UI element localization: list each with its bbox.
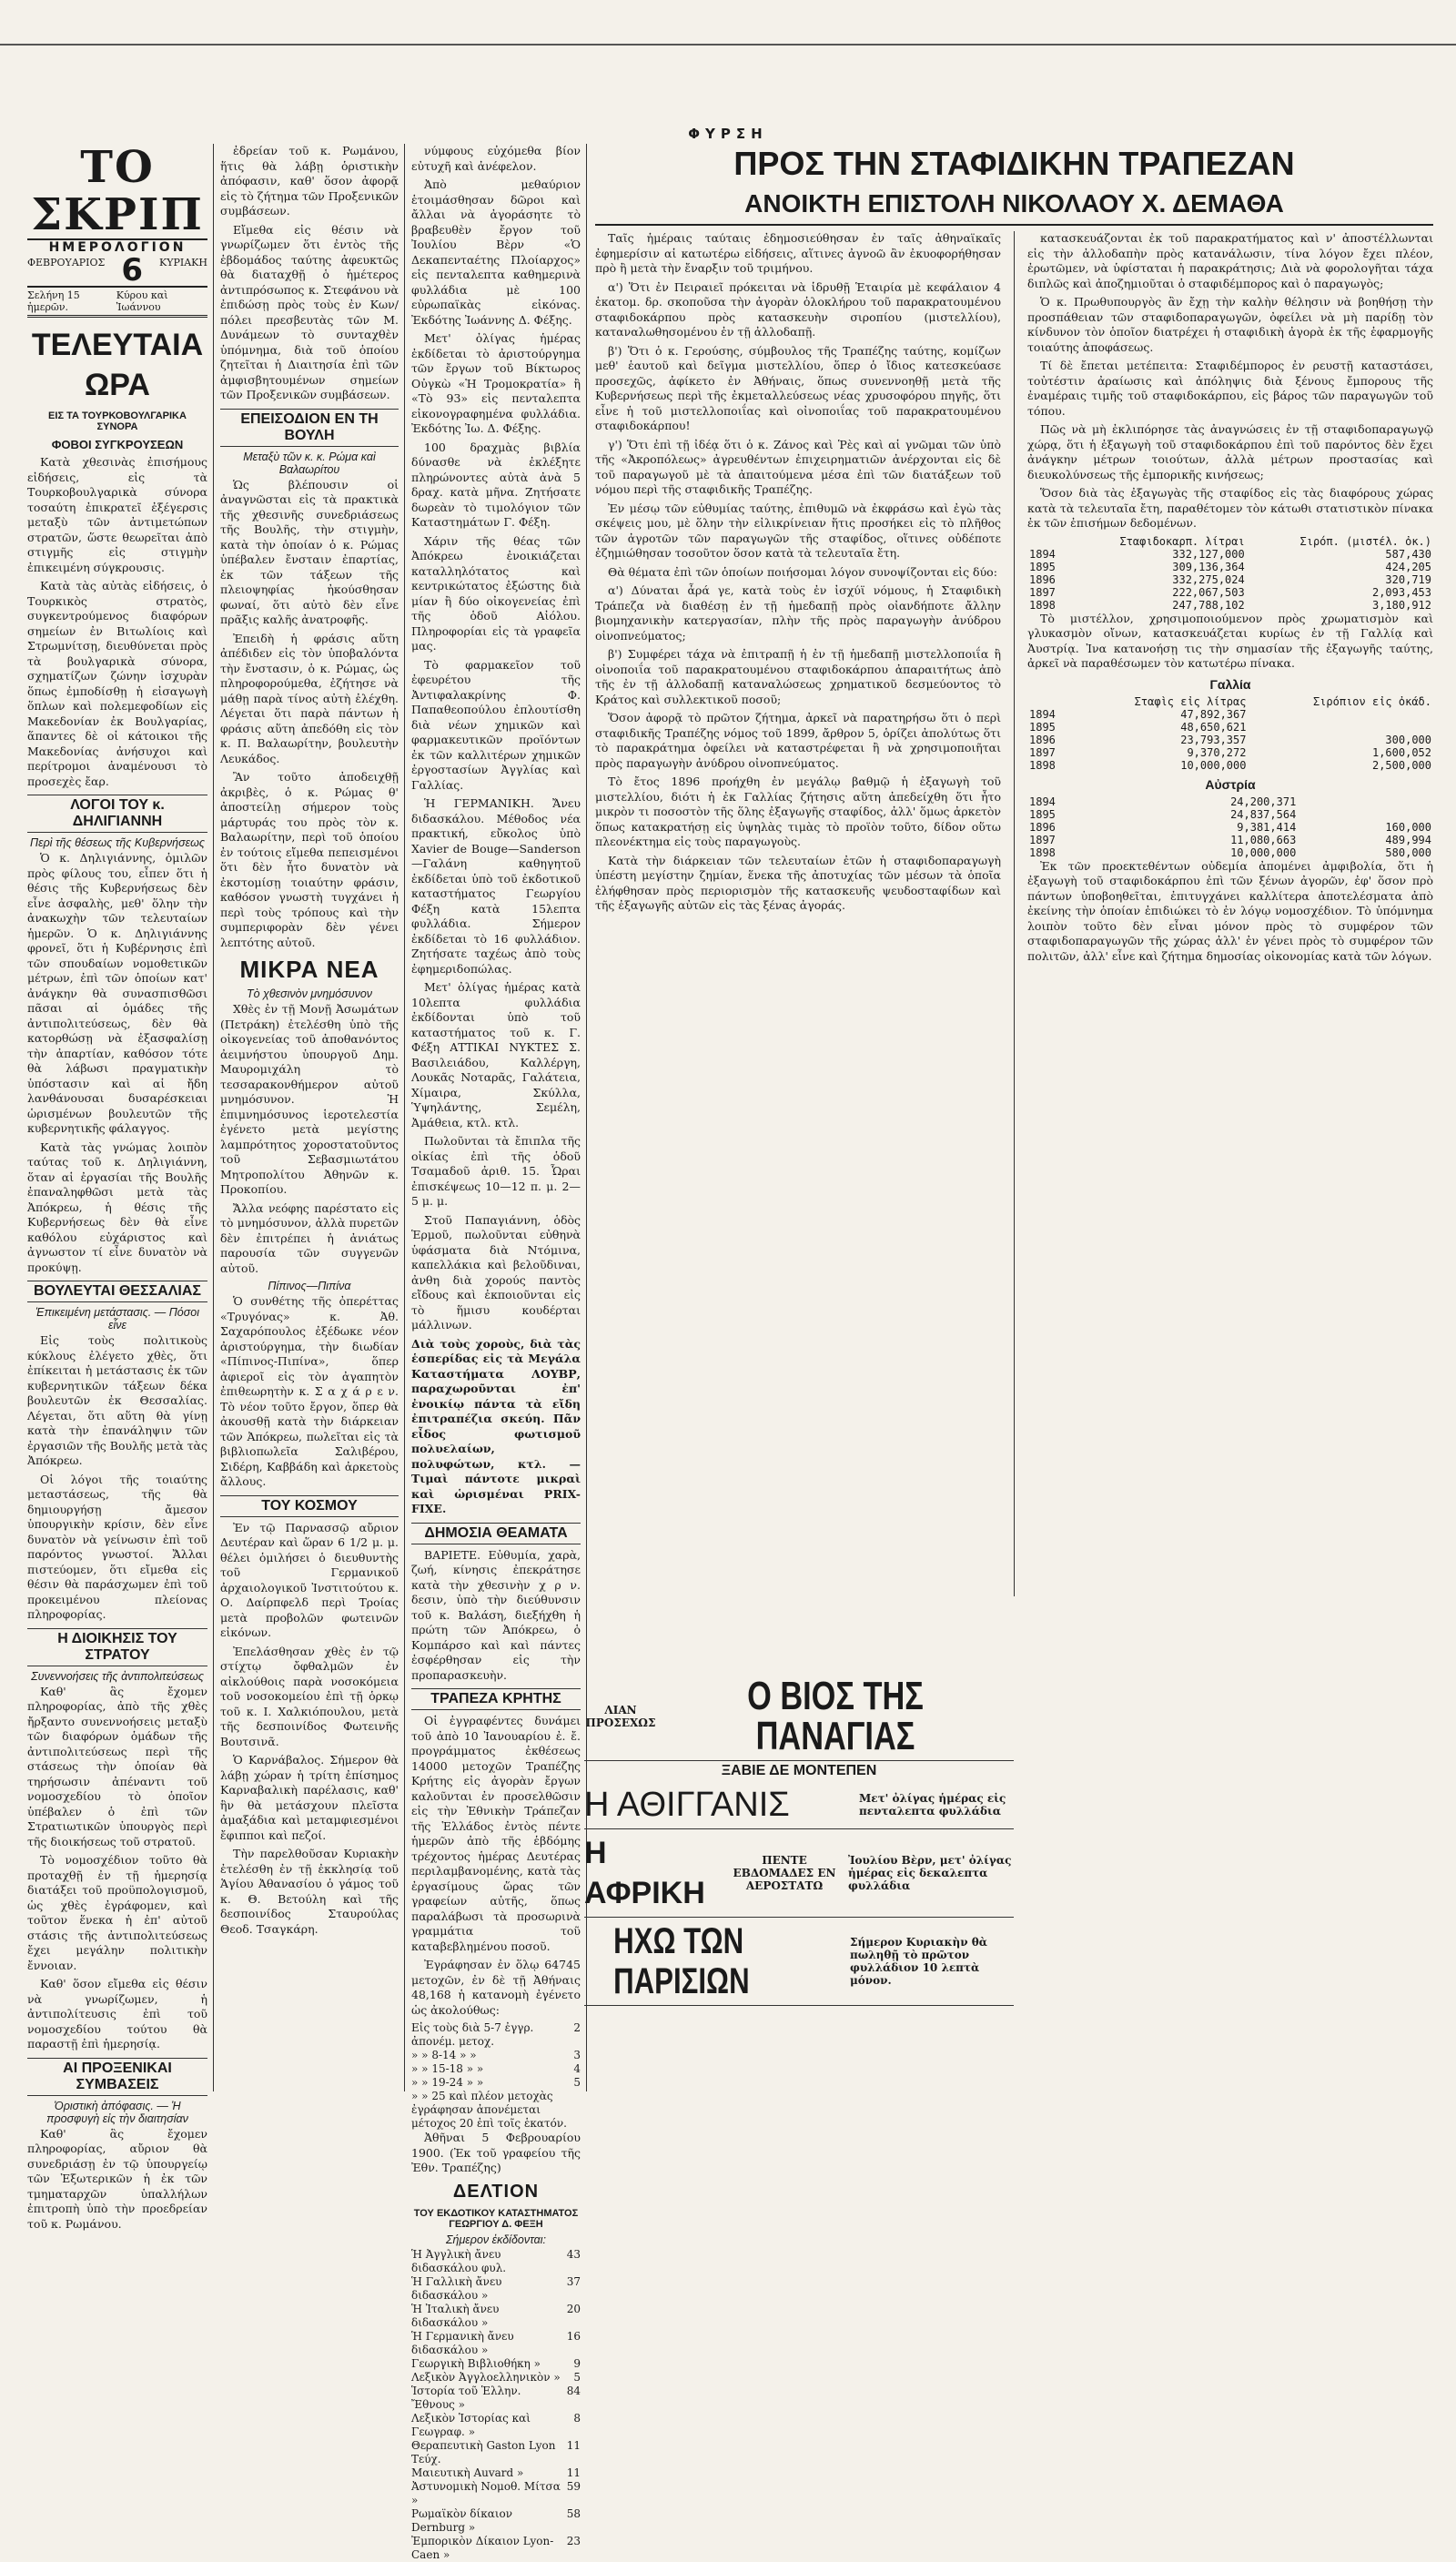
- column-rule: [213, 144, 214, 2091]
- subheadline: Μεταξὺ τῶν κ. κ. Ρώμα καὶ Βαλαωρίτου: [243, 450, 376, 476]
- paragraph: Ἄλλα νεόφης παρέστατο εἰς τὸ μνημόσυνον, ἀλλὰ πυρετῶν δὲν ἐπιτρέπει ἡ ἀνιάτως παρουσία τῶν συγγενῶν αὐτοῦ.: [220, 1200, 399, 1275]
- table-cell: 1894: [1029, 547, 1056, 561]
- ad-ichos-parision: [584, 1918, 1014, 2006]
- table-header: Σιρόπ. (μιστέλ. ὀκ.): [1299, 534, 1431, 548]
- list-item: [411, 2303, 581, 2330]
- table-cell: 332,127,000: [1172, 547, 1245, 561]
- table-cell: 1896: [1029, 572, 1056, 586]
- table-title: Γαλλία: [1209, 676, 1251, 692]
- list-item-value: 23: [566, 2534, 581, 2547]
- paragraph: Τί δὲ ἔπεται μετέπειτα: Σταφιδέμπορος ἐν ρευστῇ καταστάσει, τοὐτέστιν ἀραίωσις καὶ ἀπόληψις διὰ ξένους ἔμπορους τῆς ἐναμέραις τιμῆς τοῦ σταφιδοκάρπου, εἰς βάρος τῶν παραγωγῶν τοῦ τόπου.: [1027, 359, 1433, 418]
- paragraph: Χάριν τῆς θέας τῶν Ἀπόκρεω ἐνοικιάζεται καταλληλότατος καὶ κεντρικώτατος ἐξώστης διὰ μίαν ἢ δύο οἰκογενείας ἐπὶ τῆς ὁδοῦ Αἰόλου. Πληροφορίαι εἰς τὰ γραφεῖα μας.: [411, 533, 581, 653]
- table-cell: 1897: [1029, 833, 1056, 846]
- ad-afriki: [584, 1829, 1014, 1918]
- stats-table-1: [1027, 535, 1433, 612]
- table-title: Αὐστρία: [1205, 776, 1256, 792]
- allocation-list: [411, 2021, 581, 2131]
- list-item-label: Γεωργικὴ Βιβλιοθήκη »: [411, 2356, 541, 2370]
- paragraph: α') Ὅτι ἐν Πειραιεῖ πρόκειται νὰ ἱδρυθῇ Ἑταιρία μὲ κεφάλαιον 4 ἑκατομ. δρ. σκοποῦσα τὴν ἀγορὰν ὁλοκλήρου τοῦ παρακρατουμένου σταφιδοκάρπου πρὸς κατασκευὴν σιροπίου (μιστελλίου), καταναλωθησομένου ἐν τῇ ἀλλοδαπῇ.: [595, 279, 1001, 339]
- paragraph: ἐδρείαν τοῦ κ. Ρωμάνου, ἥτις θὰ λάβῃ ὁριστικὴν ἀπόφασιν, καθ' ὅσον ἀφορᾷ εἰς τὸ ζήτημα τῶν Προξενικῶν συμβάσεων.: [220, 144, 399, 218]
- table-cell: 1,600,052: [1371, 745, 1431, 759]
- list-item-value: 37: [566, 2274, 581, 2288]
- table-cell: 2,500,000: [1371, 758, 1431, 772]
- paragraph: Ὅσον διὰ τὰς ἐξαγωγὰς τῆς σταφίδος εἰς τὰς διαφόρους χώρας κατὰ τὰ τελευταῖα ἔτη, παραθέτομεν τὸν κάτωθι στατιστικὸν πίνακα ἐκ τῶν ἐπισήμων δεδομένων.: [1027, 486, 1433, 530]
- paragraph: Εἰς τοὺς πολιτικοὺς κύκλους ἐλέγετο χθὲς, ὅτι ἐπίκειται ἡ μετάστασις ἐκ τῶν κυβερνητικῶν τάξεων δέκα βουλευτῶν ἐκ Θεσσαλίας. Λέγεται, ὅτι αὕτη θὰ γίνῃ κατὰ τὴν ἐπανάληψιν τῶν ἐργασιῶν τῆς Βουλῆς μετὰ τὰς Ἀπόκρεω.: [27, 1333, 207, 1467]
- paragraph: 100 δραχμὰς βιβλία δύνασθε νὰ ἐκλέξητε πληρώνοντες αὐτὰ ἀνὰ 5 δραχ. κατὰ μῆνα. Ζητήσατε δωρεὰν τὸ τιμολόγιον τῶν Καταστημάτων Γ. Φέξη.: [411, 440, 581, 529]
- list-item: [411, 2371, 581, 2385]
- list-item-label: Ἡ Ἰταλικὴ ἄνευ διδασκάλου »: [411, 2302, 500, 2329]
- list-item-label: Ἡ Γαλλικὴ ἄνευ διδασκάλου »: [411, 2274, 502, 2302]
- table-cell: 9,370,272: [1187, 745, 1247, 759]
- paragraph: ΒΑΡΙΕΤΕ. Εὐθυμία, χαρὰ, ζωή, κίνησις ἐπεκράτησε κατὰ τὴν χθεσινὴν χ ρ ν. δεσιν, ὑπὸ τὴν διεύθυνσιν τοῦ κ. Βαλάση, διεξήχθη ἡ πρώτη τῶν Ἀπόκρεω, ὁ Κομπάρσο καὶ καὶ πάντες ἐσφέρθησαν εἰς τὴν προπαρασκευὴν.: [411, 1547, 581, 1682]
- paragraph: Ἐπελάσθησαν χθὲς ἐν τῷ στίχτῳ ὄφθαλμῶν ἐν αἰκλούθοις παρὰ νοσοκόμεια τοῦ νοσοκομείου ἐπὶ τῇ ὁρκῳ τοῦ κ. Ι. Χαλκιόπουλου, μετὰ τῆς δεσποινίδος Φωτεινῆς Βουτσινᾶ.: [220, 1644, 399, 1748]
- table-row: [1027, 734, 1433, 746]
- table-cell: 300,000: [1385, 733, 1431, 746]
- list-item-label: Ἀστυνομικὴ Νομοθ. Μίτσα »: [411, 2479, 561, 2506]
- paragraph: α') Δύναται ἆρά γε, κατὰ τοὺς ἐν ἰσχύϊ νόμους, ἡ Σταφιδικὴ Τράπεζα νὰ διαθέσῃ ἐν τῇ ἡμεδαπῇ πρὸς οἰανδήποτε ἄλλην βιομηχανικὴν κατεργασίαν, πλὴν τῆς πρὸς παραγωγὴν ἀνύδρου οἰνοπνεύματος;: [595, 583, 1001, 643]
- table-row: [1027, 573, 1433, 586]
- paragraph: Εἴμεθα εἰς θέσιν νὰ γνωρίζωμεν ὅτι ἐντὸς τῆς ἑβδομάδος ταύτης ἀφευκτῶς θὰ διαταχθῇ ὁ ἡμέτερος ἀντιπρόσωπος κ. Στεφάνου νὰ ἐπιδώσῃ πρὸς τοὺς ἐν Κων/πόλει πρεσβευτὰς τῶν Μ. Δυνάμεων τὸ συνταχθὲν ὑπόμνημα, διὰ τοῦ ὁποίου ζητεῖται ἡ Διαιτησία ἐπὶ τῶν ἀμφισβητουμένων σημείων τῶν Προξενικῶν συμβάσεων.: [220, 222, 399, 401]
- table-cell: 1898: [1029, 598, 1056, 612]
- list-item-label: » » 19-24 » »: [411, 2076, 484, 2089]
- paragraph: Πῶς νὰ μὴ ἐκλιπόρησε τὰς ἀναγνώσεις ἐν τῇ σταφιδοπαραγωγῷ χώρᾳ, ὅτι ἡ ἐξαγωγὴ τοῦ σταφιδοκάρπου ἐπὶ τοῦ παρόντος δὲν ἔχει ἀνάγκην μέτρων τοιούτων, ἀλλὰ μέτρων προστασίας καὶ διευκολύνσεως τῆς ἐμπορικῆς κινήσεως;: [1027, 422, 1433, 481]
- column-3: [411, 144, 581, 2561]
- paragraph: Τὸ φαρμακεῖον τοῦ ἐφευρέτου τῆς Ἀντιφαλακρίνης Φ. Παπαθεοπούλου ἐπλουτίσθη διὰ νέων χημικῶν καὶ φαρμακευτικῶν προϊόντων ἐκ τῶν καλλιτέρων χημικῶν ἐργοστασίων Ἀγγλίας καὶ Γαλλίας.: [411, 657, 581, 792]
- headline: ΕΠΕΙΣΟΔΙΟΝ ΕΝ ΤΗ ΒΟΥΛΗ: [220, 409, 399, 447]
- paragraph: Ἐκ τῶν προεκτεθέντων οὐδεμία ἀπομένει ἀμφιβολία, ὅτι ἡ ἐξαγωγὴ τοῦ σταφιδοκάρπου ἐπὶ τῶν ξένων ἀγορῶν, ἐφ' ὅσον πρὸ πάντων ὑποβοηθεῖται, ἐπιτυγχάνει καλλίτερα ἀποτελέσματα ἀπὸ ἐκείνης τὴν ὁποίαν ἐπιδιώκει τὸ ἐν λόγῳ νομοσχέδιον. Τὸ ὑπόμνημα λοιπὸν τοῦτο δὲν εἶναι μόνον πρὸς τὸ συμφέρον τῶν σταφιδοπαραγωγῶν τῆς χώρας ἀλλ' ἐν γένει πρὸς τὸ συμφέρον τῶν πολιτῶν, ἀλλ' εἶνε καὶ ζήτημα δημοσίας οἰκονομίας κατὰ τῶν λόγων.: [1027, 858, 1433, 963]
- ad-title: Η ΑΘΙΓΓΑΝΙΣ: [584, 1786, 790, 1824]
- headline: ΤΡΑΠΕΖΑ ΚΡΗΤΗΣ: [411, 1688, 581, 1710]
- headline: ΛΟΓΟΙ ΤΟΥ κ. ΔΗΛΙΓΙΑΝΝΗ: [27, 795, 207, 833]
- table-row: [1027, 808, 1433, 821]
- paragraph: Ὁ κ. Πρωθυπουργὸς ἂν ἔχῃ τὴν καλὴν θέλησιν νὰ βοηθήσῃ τὴν προσπάθειαν τῶν σταφιδοπαραγωγῶν, ὀφείλει νὰ μὴ παρίδῃ τὸν κίνδυνον τὸν ὁποῖον διατρέχει ἡ σταφιδικὴ ἀγορὰ ἐκ τῆς ἐφαρμογῆς τοιαύτης ἀποφάσεως.: [1027, 295, 1433, 354]
- ad-note: Μετ' ὀλίγας ἡμέρας εἰς πενταλεπτα φυλλάδια: [859, 1792, 1006, 1818]
- column-1: [27, 142, 207, 2231]
- table-cell: 1896: [1029, 820, 1056, 834]
- column-2: [220, 144, 399, 2091]
- ad-title: ΗΧΩ ΤΩΝ ΠΑΡΙΣΙΩΝ: [613, 1921, 750, 2001]
- table-cell: 424,205: [1385, 560, 1431, 573]
- list-item-label: Ἐμπορικὸν Δίκαιον Lyon-Caen »: [411, 2534, 554, 2561]
- list-item: [411, 2507, 581, 2535]
- paragraph: Ὁ κ. Δηλιγιάννης, ὁμιλῶν πρὸς φίλους του, εἶπεν ὅτι ἡ θέσις τῆς Κυβερνήσεως δὲν εἶνε ἀσφαλὴς, μεθ' ὅλην τὴν ἀνακωχὴν τῶν τελευταίων ἡμερῶν. Ὁ κ. Δηλιγιάννης φρονεῖ, ὅτι ἡ Κυβέρνησις ἐπὶ τῶν σπουδαίων νομοθετικῶν μέτρων, ἐπὶ τῶν ὁποίων κατ' ἀνάγκην θὰ συνασπισθῶσι πᾶσαι αἱ ὁμάδες τῆς ἀντιπολιτεύσεως, δὲν θὰ κατορθώσῃ νὰ ἐξασφαλίσῃ τὴν ἀπαρτίαν, καθόσον τότε θὰ λάβωσι πραγματικὴν ὑπόστασιν καὶ αἱ ἤδη λανθάνουσαι δυσαρέσκειαι ὡρισμένων βουλευτῶν τῆς κυβερνητικῆς φάλαγγος.: [27, 851, 207, 1135]
- table-cell: 320,719: [1385, 572, 1431, 586]
- paragraph: Ὁ συνθέτης τῆς ὀπερέττας «Τρυγόνας» κ. Ἀθ. Σαχαρόπουλος ἐξέδωκε νέον ἀριστούργημα, τὴν διωδίαν «Πίπινος-Πιπίνα», ὅπερ ἀφιεροῖ εἰς τὸν ἀγαπητὸν ἐπιθεωρητὴν κ. Σ α χ ά ρ ε ν. Τὸ νέον τοῦτο ἔργον, ὅπερ θὰ ἀκουσθῇ κατὰ τὴν διάρκειαν τῶν Ἀπόκρεω, πωλεῖται εἰς τὰ βιβλιοπωλεῖα Σαλιβέρου, Σιδέρη, Καββάδη καὶ ἀρκετοὺς ἄλλους.: [220, 1294, 399, 1488]
- list-item: [411, 2439, 581, 2466]
- table-cell: 1896: [1029, 733, 1056, 746]
- paragraph: Ἐν μέσῳ τῶν εὐθυμίας ταύτης, ἐπιθυμῶ νὰ ἐκφράσω καὶ ἐγὼ τὰς σκέψεις μου, μὲ ὅλην τὴν εἰλικρίνειαν ἥτις προσήκει εἰς τὸ πλῆθος τῶν ἀγροτῶν τῶν παραγωγῶν τῆς σταφίδος, οἵτινες οὐδέποτε ἐζημιώθησαν τοσοῦτον ὅσον κατὰ τὰ τελευταῖα ἔτη.: [595, 501, 1001, 560]
- list-item-value: 3: [573, 2049, 581, 2061]
- headline: ΤΟΥ ΚΟΣΜΟΥ: [220, 1495, 399, 1517]
- table-row: [1027, 561, 1433, 573]
- list-item-value: 4: [573, 2062, 581, 2075]
- scan-edge: [0, 44, 1456, 46]
- subheadline: Πίπινος—Πιπίνα: [268, 1280, 351, 1292]
- list-item: [411, 2357, 581, 2371]
- ad-subtitle: ΠΕΝΤΕ ΕΒΔΟΜΑΔΕΣ ΕΝ ΑΕΡΟΣΤΑΤΩ: [733, 1854, 836, 1892]
- list-item-label: Λεξικὸν Ἱστορίας καὶ Γεωγραφ. »: [411, 2411, 531, 2438]
- banner-headline: ΤΕΛΕΥΤΑΙΑ ΩΡΑ: [31, 328, 204, 402]
- list-item-label: Ἡ Γερμανικὴ ἄνευ διδασκάλου »: [411, 2329, 514, 2356]
- list-item-value: 2: [573, 2021, 581, 2034]
- paragraph: Πωλοῦνται τὰ ἔπιπλα τῆς οἰκίας ἐπὶ τῆς ὁδοῦ Τσαμαδοῦ ἀριθ. 15. Ὧραι ἐπισκέψεως 10—12 π. μ. 2—5 μ. μ.: [411, 1134, 581, 1208]
- table-cell: 9,381,414: [1237, 820, 1297, 834]
- paragraph: νύμφους εὐχόμεθα βίον εὐτυχῆ καὶ ἀνέφελον.: [411, 144, 581, 173]
- paragraph: κατασκευάζονται ἐκ τοῦ παρακρατήματος καὶ ν' ἀποστέλλωνται εἰς τὴν ἀλλοδαπὴν πρὸς κατανάλωσιν, τίνα λόγον ἔχει πλέον, ἐρωτῶμεν, νὰ ὑφίσταται ἡ παρακράτησις; Διὰ νὰ φορολογῆται τάχα διπλῶς καὶ ἀποζημιοῦται ὁ σταφιδέμπορος καὶ ὁ παραγωγὸς;: [1027, 231, 1433, 290]
- paragraph: Μετ' ὀλίγας ἡμέρας κατὰ 10λεπτα φυλλάδια ἐκδίδονται ὑπὸ τοῦ καταστήματος τοῦ κ. Γ. Φέξη ΑΤΤΙΚΑΙ ΝΥΚΤΕΣ Σ. Βασιλειάδου, Καλλέργη, Λουκᾶς Νοταρᾶς, Γαλάτεια, Χίμαιρα, Σκύλλα, Ὑψηλάντης, Σεμέλη, Ἀμάθεια, κτλ. κτλ.: [411, 980, 581, 1129]
- ad-title: Ο ΒΙΟΣ ΤΗΣ ΠΑΝΑΓΙΑΣ: [747, 1674, 924, 1758]
- paragraph: γ') Ὅτι ἐπὶ τῇ ἰδέᾳ ὅτι ὁ κ. Ζάνος καὶ Ῥὲς καὶ αἱ γνῶμαι τῶν ὑπὸ τῆς «Ἀκροπόλεως» ἀγρευθέντων ἐπιχειρηματιῶν ἀνέρχονται εἰς δὲ τοῦ παραγωγοῦ μὲ τὰ ἀπαιτούμενα μέσα ἐπὶ τῶν διατάξεων τοῦ νόμου περὶ τῆς σταφιδικῆς Τραπέζης.: [595, 437, 1001, 496]
- table-cell: 1895: [1029, 560, 1056, 573]
- paragraph: Καθ' ὅσον εἴμεθα εἰς θέσιν νὰ γνωρίζωμεν, ἡ ἀντιπολίτευσις ἐπὶ τοῦ νομοσχεδίου τούτου θὰ παραστῇ ἐπὶ ἡμερησίᾳ.: [27, 1977, 207, 2051]
- table-cell: 2,093,453: [1371, 585, 1431, 599]
- table-cell: 11,080,663: [1230, 833, 1297, 846]
- paragraph: Κατὰ τὰς αὐτὰς εἰδήσεις, ὁ Τουρκικὸς στρατὸς, συγκεντρούμενος διαφόρων σημείων ἐν Βιτωλίοις καὶ Στρωμνίτσῃ, διευθύνεται πρὸς τὰ βουλγαρικὰ σύνορα, σχηματίζων ζώνην ἰσχυρὰν ὅπως ἐμποδίσθῃ ἡ εἰσαγωγὴ ὅπλων καὶ πολεμεφοδίων εἰς Μακεδονίαν ἐκ Βουλγαρίας, ἅπαντες δὲ οἱ κάτοικοι τῆς Μακεδονίας ἀνήσυχοι καὶ περίτρομοι ἀναμένουσι τὸ προσεχὲς ἔαρ.: [27, 579, 207, 788]
- headline: ΔΕΛΤΙΟΝ: [452, 2181, 540, 2202]
- weekday: ΚΥΡΙΑΚΗ: [159, 257, 207, 268]
- article-title: ΠΡΟΣ ΤΗΝ ΣΤΑΦΙΔΙΚΗΝ ΤΡΑΠΕΖΑΝ: [733, 145, 1295, 182]
- paragraph: Ἐγράφησαν ἐν ὅλῳ 64745 μετοχῶν, ἐν δὲ τῇ Ἀθήναις 48,168 ἡ κατανομὴ ἐγένετο ὡς ἀκολούθως:: [411, 1958, 581, 2017]
- list-item-label: Ρωμαϊκὸν δίκαιον Dernburg »: [411, 2506, 513, 2534]
- table-cell: 1897: [1029, 745, 1056, 759]
- louvre-ad: Διὰ τοὺς χοροὺς, διὰ τὰς ἑσπερίδας εἰς τὰ Μεγάλα Καταστήματα ΛΟΥΒΡ, παραχωροῦνται ἐπ' ἐνοικίῳ πάντα τὰ εἴδη ἐπιτραπέζια σκεύη. Πᾶν εἶδος φωτισμοῦ πολυελαίων, πολυφώτων, κτλ. — Τιμαὶ πάντοτε μικραὶ καὶ ὡρισμέναι PRIX-FIXE.: [411, 1336, 581, 1515]
- ad-note: Σήμερον Κυριακὴν θὰ πωληθῇ τὸ πρῶτον φυλλάδιον 10 λεπτὰ μόνον.: [850, 1936, 988, 1987]
- table-cell: 10,000,000: [1230, 846, 1297, 859]
- table-cell: 309,136,364: [1172, 560, 1245, 573]
- table-cell: [1298, 808, 1433, 821]
- table-cell: 10,000,000: [1180, 758, 1247, 772]
- masthead-subtitle: ΗΜΕΡΟΛΟΓΙΟΝ: [48, 240, 187, 255]
- headline: ΒΟΥΛΕΥΤΑΙ ΘΕΣΣΑΛΙΑΣ: [27, 1281, 207, 1302]
- list-item-label: Ἡ Ἀγγλικὴ ἄνευ διδασκάλου φυλ.: [411, 2247, 507, 2274]
- table-cell: 332,275,024: [1172, 572, 1245, 586]
- list-item: [411, 2385, 581, 2412]
- paragraph: Καθ' ἃς ἔχομεν πληροφορίας, αὔριον θὰ συνεδριάσῃ ἐν τῷ ὑπουργείῳ τῶν Ἐξωτερικῶν ἡ ἐκ τῶν τμηματαρχῶν ὑπαλλήλων ἐπιτροπὴ ὑπὸ τὴν προεδρείαν τοῦ κ. Ρωμάνου.: [27, 2126, 207, 2231]
- paragraph: Ὡς βλέπουσιν οἱ ἀναγνῶσται εἰς τὰ πρακτικὰ τῆς χθεσινῆς συνεδριάσεως τῆς Βουλῆς, τὴν στιγμὴν, κατὰ τὴν ὁποίαν ὁ κ. Ρώμας ὑπέβαλεν ἔνσταιν ἐπαρτίας, ἐκ τῶν τάξεων τῆς πλειοψηφίας ἠκούσθησαν φωναί, ὅτι αὐτὸ δὲν εἶνε πρᾶξις καλῆς ἀνατροφῆς.: [220, 477, 399, 626]
- table-cell: 1894: [1029, 707, 1056, 721]
- paragraph: Ἀπὸ μεθαύριον ἑτοιμάσθησαν δῶροι καὶ ἄλλαι νὰ ἀγοράσητε τὸ βραβευθὲν ἔργον τοῦ Ἰουλίου Βὲρν «Ὁ Δεκαπενταέτης Πλοίαρχος» εἰς πενταλεπτα καθημερινὰ φυλλάδια μὲ 100 εὐρωπαϊκὰς εἰκόνας. Ἐκδότης Ἰωάννης Δ. Φέξης.: [411, 177, 581, 327]
- column-rule: [1014, 231, 1015, 1596]
- subheadline: Τὸ χθεσινὸν μνημόσυνον: [246, 987, 373, 1000]
- stats-table-3: [1027, 795, 1433, 859]
- list-item-value: 43: [566, 2247, 581, 2261]
- table-header: Σταφὶς εἰς λίτρας: [1134, 694, 1247, 708]
- paragraph: Κατὰ χθεσινὰς ἐπισήμους εἰδήσεις, εἰς τὰ Τουρκοβουλγαρικὰ σύνορα τοσαύτη ἐπικρατεῖ ἐξέγερσις μεταξὺ τῶν ἀντιμετώπων στρατῶν, ὥστε θεωρεῖται ἀπὸ στιγμῆς εἰς στιγμὴν ἐπικειμένη σύγκρουσις.: [27, 455, 207, 574]
- paragraph: Καθ' ἃς ἔχομεν πληροφορίας, ἀπὸ τῆς χθὲς ἤρξαντο συνεννοήσεις μεταξὺ τῶν διαφόρων ὁμάδων τῆς ἀντιπολιτεύσεως περὶ τῆς στάσεως τὴν ὁποίαν θὰ τηρήσωσιν ἀπέναντι τοῦ νομοσχεδίου τὸ ὁποῖον ὑπέβαλεν ὁ ἐπὶ τῶν Στρατιωτικῶν ὑπουργὸς περὶ τῆς διοικήσεως τοῦ στρατοῦ.: [27, 1684, 207, 1848]
- table-header: Σταφιδοκαρπ. λίτραι: [1119, 534, 1245, 548]
- list-item: [411, 2062, 581, 2076]
- headline: ΔΗΜΟΣΙΑ ΘΕΑΜΑΤΑ: [411, 1523, 581, 1544]
- column-rule: [404, 144, 405, 2091]
- headline: ΜΙΚΡΑ ΝΕΑ: [239, 956, 379, 983]
- list-item: [411, 2090, 581, 2131]
- table-cell: 48,650,621: [1180, 720, 1247, 734]
- paragraph: Τὴν παρελθοῦσαν Κυριακὴν ἐτελέσθη ἐν τῇ ἐκκλησίᾳ τοῦ Ἁγίου Ἀθανασίου ὁ γάμος τοῦ κ. Θ. Βετούλη καὶ τῆς δεσποινίδος Σταυρούλας Θεοδ. Τσαγκάρη.: [220, 1847, 399, 1936]
- list-item-value: 5: [573, 2370, 581, 2384]
- ad-note: Ἰουλίου Βὲρν, μετ' ὀλίγας ἡμέρας εἰς δεκαλεπτα φυλλάδια: [848, 1854, 1012, 1892]
- headline: ΦΟΒΟΙ ΣΥΓΚΡΟΥΣΕΩΝ: [51, 438, 184, 451]
- paragraph: Μετ' ὀλίγας ἡμέρας ἐκδίδεται τὸ ἀριστούργημα τῶν ἔργων τοῦ Βίκτωρος Οὐγκὼ «Ἡ Τρομοκρατία» ἢ «Τὸ 93» εἰς πενταλεπτα εἰκονογραφημένα φυλλάδια. Ἐκδότης Ἰω. Δ. Φέξης.: [411, 331, 581, 435]
- saint: Κύρου καὶ Ἰωάννου: [116, 289, 168, 313]
- list-item: [411, 2412, 581, 2439]
- paragraph: Ἡ ΓΕΡΜΑΝΙΚΗ. Ἄνευ διδασκάλου. Μέθοδος νέα πρακτική, εὔκολος ὑπὸ Xavier de Bouge—Sanderson—Γαλάνη καθηγητοῦ ἐκδίδεται ὑπὸ τοῦ ἐκδοτικοῦ καταστήματος Γεωργίου Φέξη κατὰ 15λεπτα φυλλάδια. Σήμερον ἐκδίδεται τὸ 16 φυλλάδιον. Ζητήσατε ταχέως ἀπὸ τοὺς ἐφημεριδοπώλας.: [411, 796, 581, 976]
- article-col-left: [595, 231, 1001, 1596]
- list-item: [411, 2535, 581, 2562]
- list-item-label: » » 15-18 » »: [411, 2062, 484, 2075]
- article-columns: [595, 231, 1433, 1596]
- list-item: [411, 2330, 581, 2357]
- table-cell: [1248, 708, 1433, 721]
- table-cell: 3,180,912: [1371, 598, 1431, 612]
- subheadline: Σήμερον ἐκδίδονται:: [446, 2233, 546, 2246]
- paragraph: Οἱ ἐγγραφέντες δυνάμει τοῦ ἀπὸ 10 Ἰανουαρίου ἐ. ἔ. προγράμματος ἐκθέσεως 14000 μετοχῶν Τραπέζης Κρήτης εἰς ἀγορὰν ἔργων καλοῦνται ἐν προσελθῶσιν εἰς τὴν Ἐθνικὴν Τράπεζαν τῆς Ἑλλάδος ἐντὸς πέντε ἡμερῶν ἀπὸ τῆς ἑβδόμης τρέχοντος ἡμέρας Δευτέρας περιλαμβανομένης, κατὰ τὰς ἐργασίμους ὥρας τῶν γραφείων αὐτῆς, ὅπως παραλάβωσι τὰ προσωρινὰ γραμμάτια τοῦ καταβεβλημένου ποσοῦ.: [411, 1714, 581, 1953]
- subheadline: Ὁριστικὴ ἀπόφασις. — Ἡ προσφυγὴ εἰς τὴν διαιτησίαν: [46, 2099, 188, 2125]
- table-cell: 160,000: [1385, 820, 1431, 834]
- paragraph: Στοῦ Παπαγιάννη, ὁδὸς Ἑρμοῦ, πωλοῦνται εὐθηνὰ ὑφάσματα διὰ Ντόμινα, καπελλάκια καὶ βελοῦδιναι, ἀνθη διὰ χορούς παντὸς εἴδους καὶ ἐκποιοῦνται εἰς τὸ ἥμισυ κουδέρται μάλλινων.: [411, 1212, 581, 1332]
- books-list: [411, 2248, 581, 2562]
- list-item-value: 58: [566, 2506, 581, 2520]
- table-cell: 580,000: [1385, 846, 1431, 859]
- headline: Η ΔΙΟΙΚΗΣΙΣ ΤΟΥ ΣΤΡΑΤΟΥ: [27, 1628, 207, 1666]
- ad-bios-panagias: [584, 1673, 1014, 1761]
- table-row: [1027, 795, 1433, 808]
- list-item: [411, 2480, 581, 2507]
- table-row: [1027, 746, 1433, 759]
- list-item: [411, 2049, 581, 2062]
- paragraph: Ταῖς ἡμέραις ταύταις ἐδημοσιεύθησαν ἐν ταῖς ἀθηναϊκαῖς ἐφημερίσιν αἱ κατωτέρω εἰδήσεις, αἵτινες ἀγνοῶ ἂν ἐκυοφορήθησαν πρὸ ἢ μετὰ τὴν ἔναρξιν τοῦ τριμήνου.: [595, 231, 1001, 275]
- paragraph: Κατὰ τὰς γνώμας λοιπὸν ταύτας τοῦ κ. Δηλιγιάννη, ὅταν αἱ ἐργασίαι τῆς Βουλῆς ἐπαναληφθῶσι μετὰ τὰς Ἀπόκρεω, ἡ θέσις τῆς Κυβερνήσεως δὲν θὰ εἶνε καθόλου εὐχάριστος καὶ ἀγνωστον τί εἶνε δυνατὸν νὰ προκύψῃ.: [27, 1139, 207, 1274]
- bottom-ads: [584, 1673, 1014, 2006]
- paragraph: Θὰ θέματα ἐπὶ τῶν ὁποίων ποιήσομαι λόγον συνοψίζονται εἰς δύο:: [608, 564, 997, 579]
- table-cell: 1898: [1029, 846, 1056, 859]
- table-cell: 222,067,503: [1172, 585, 1245, 599]
- paragraph: Τὸ νομοσχέδιον τοῦτο θὰ προταχθῇ ἐν τῇ ἡμερησίᾳ διατάξει τοῦ προϋπολογισμοῦ, ὡς χθὲς ἐγράφομεν, καὶ τοῦτον ἕνεκα ἡ ἐπ' αὐτοῦ στάσις τῆς ἀντιπολιτεύσεως ἔχει μεγάλην πολιτικὴν ἔννοιαν.: [27, 1853, 207, 1972]
- article-subtitle: ΑΝΟΙΚΤΗ ΕΠΙΣΤΟΛΗ ΝΙΚΟΛΑΟΥ Χ. ΔΕΜΑΘΑ: [595, 184, 1433, 226]
- table-cell: 247,788,102: [1172, 598, 1245, 612]
- table-row: [1027, 721, 1433, 734]
- ad-title: Η ΑΦΡΙΚΗ: [584, 1836, 705, 1910]
- table-cell: 23,793,357: [1180, 733, 1247, 746]
- table-row: [1027, 759, 1433, 772]
- list-item-value: 8: [573, 2411, 581, 2425]
- table-row: [1027, 834, 1433, 846]
- table-row: [1027, 821, 1433, 834]
- subheadline: Περὶ τῆς θέσεως τῆς Κυβερνήσεως: [30, 836, 205, 849]
- month: ΦΕΒΡΟΥΑΡΙΟΣ: [27, 257, 106, 268]
- paragraph: Οἱ λόγοι τῆς τοιαύτης μεταστάσεως, τῆς θὰ δημιουργήσῃ ἄμεσον ὑπουργικὴν κρίσιν, δὲν εἶνε δυνατὸν νὰ γείνωσιν ἐπὶ τοῦ παρόντος γνωστοί. Ἄλλαι πιστεύομεν, ὅτι εἴμεθα εἰς θέσιν θὰ παράσχωμεν ἐπὶ τοῦ προκειμένου πλείονας πληροφορίας.: [27, 1472, 207, 1621]
- table-row: [1027, 599, 1433, 612]
- subheadline: ΤΟΥ ΕΚΔΟΤΙΚΟΥ ΚΑΤΑΣΤΗΜΑΤΟΣ ΓΕΩΡΓΙΟΥ Δ. ΦΕΞΗ: [413, 2207, 579, 2230]
- list-item-label: Λεξικὸν Ἀγγλοελληνικὸν »: [411, 2370, 561, 2384]
- table-cell: 1897: [1029, 585, 1056, 599]
- list-item-label: » » 25 καὶ πλέον μετοχὰς ἐγράφησαν ἀπονέμεται μέτοχος 20 ἐπὶ τοῖς ἑκατόν.: [411, 2090, 567, 2130]
- table-row: [1027, 548, 1433, 561]
- ad-label: ΛΙΑΝ ΠΡΟΣΕΧΩΣ: [585, 1704, 656, 1729]
- table-cell: 47,892,367: [1180, 707, 1247, 721]
- list-item-value: 84: [566, 2384, 581, 2397]
- list-item-label: Θεραπευτικὴ Gaston Lyon Τεύχ.: [411, 2438, 556, 2466]
- list-item-value: 59: [566, 2479, 581, 2493]
- paragraph: Ὁ Καρνάβαλος. Σήμερον θὰ λάβῃ χώραν ἡ τρίτη ἐπίσημος Καρναβαλικὴ παρέλασις, καθ' ἣν θὰ μετάσχουν πλεῖστα ἀμαξάδια καὶ μεταμφιεσμένοι ἔφιπποι καὶ πεζοί.: [220, 1753, 399, 1842]
- list-item: [411, 2248, 581, 2275]
- article-col-right: [1027, 231, 1433, 1596]
- table-cell: 1898: [1029, 758, 1056, 772]
- ad-athigganis: [584, 1781, 1014, 1829]
- moon: Σελήνη 15 ἡμερῶν.: [27, 289, 80, 313]
- paragraph: Ἐπειδὴ ἡ φράσις αὕτη ἀπέδιδεν εἰς τὸν ὑποβαλόντα τὴν ἔνστασιν, ὁ κ. Ρώμας, ὡς πληροφορούμεθα, ἐζήτησε νὰ μάθῃ παρὰ τίνος αὐτὴ ἐλέχθη. Λέγεται ὅτι παρὰ πάντων ἡ φράσις αὕτη ἀπεδόθη εἰς τὸν κ. Π. Βαλαωρίτην, βουλευτὴν Λευκάδος.: [220, 631, 399, 765]
- paragraph: β') Ὅτι ὁ κ. Γερούσης, σύμβουλος τῆς Τραπέζης ταύτης, κομίζων μεθ' ἑαυτοῦ καὶ δεῖγμα μιστελλίου, ὅπερ ὁ ἴδιος κατεσκεύασε προσεχῶς, ἀφίκετο ἐν Ἀθήναις, ὅπως συνεννοηθῇ μετὰ τῆς Κυβερνήσεως περὶ τῆς ἐκμεταλλεύσεως νέας χρυσοφόρου πηγῆς, ὅτι εἶνε ἡ τοῦ μιστελλοποιΐας καὶ οἰνοποιΐας τοῦ παρακρατουμένου σταφιδοκάρπου!: [595, 343, 1001, 432]
- paragraph: Κατὰ τὴν διάρκειαν τῶν τελευταίων ἐτῶν ἡ σταφιδοπαραγωγὴ ὑπέστη μεγίστην ζημίαν, ἕνεκα τῆς ἀποτυχίας τῶν μέσων τὰ ὁποῖα ἐλήφθησαν πρὸς περιορισμὸν τῆς κατασκευῆς ψευδοσταφίδων καὶ τῆς ἐξαγωγῆς αὐτῶν εἰς τὰς ξένας ἀγοράς.: [595, 853, 1001, 912]
- subheadline: Συνεννοήσεις τῆς ἀντιπολιτεύσεως: [31, 1669, 204, 1683]
- subheadline: Ἐπικειμένη μετάστασις. — Πόσοι εἶνε: [35, 1306, 199, 1332]
- masthead-title: ΤΟ ΣΚΡΙΠ: [27, 144, 207, 240]
- table-cell: 587,430: [1385, 547, 1431, 561]
- table-cell: [1298, 795, 1433, 808]
- list-item-value: 20: [566, 2302, 581, 2315]
- list-item-label: Εἰς τοὺς διὰ 5-7 ἐγγρ. ἀπονέμ. μετοχ.: [411, 2021, 534, 2048]
- list-item-label: Ἱστορία τοῦ Ἑλλην. Ἔθνους »: [411, 2384, 521, 2411]
- table-cell: 24,200,371: [1230, 795, 1297, 808]
- table-header: Σιρόπιον εἰς ὀκάδ.: [1312, 694, 1431, 708]
- table-cell: [1248, 721, 1433, 734]
- list-item-value: 11: [566, 2438, 581, 2452]
- paragraph: Τὸ ἔτος 1896 προήχθη ἐν μεγάλῳ βαθμῷ ἡ ἐξαγωγὴ τοῦ μιστελλίου, διότι ἡ ἐκ Γαλλίας ζήτησις αὕτη ἀπεδείχθη ὅτι ἦτο μικρὸν τι ποσοστὸν τῆς ὅλης ἐξαγωγῆς σταφίδος, ἀλλ' ὅμως ἀρκετὸν ὅπως κατακρατήσῃ εἰς ὑψηλὰς τιμὰς τὸ προϊὸν τοῦτο, δίδον οὕτω πλεονέκτημα εἰς τοὺς παραγωγοὺς.: [595, 775, 1001, 848]
- table-cell: 489,994: [1385, 833, 1431, 846]
- paragraph: β') Συμφέρει τάχα νὰ ἐπιτραπῇ ἡ ἐν τῇ ἡμεδαπῇ μιστελλοποιΐα ἢ οἰνοποιΐα τοῦ παρακρατουμένου σταφιδοκάρπου ἀπαραιτήτως ἀπὸ τῆς ἐν τῇ ἀλλοδαπῇ καταναλώσεως χρηματικοῦ δεσμεύοντος τὸ Κράτος καὶ συλλεκτικοῦ ποσοῦ;: [595, 647, 1001, 706]
- list-item-value: 5: [573, 2076, 581, 2089]
- paragraph: Ἐν τῷ Παρνασσῷ αὔριον Δευτέραν καὶ ὥραν 6 1/2 μ. μ. θέλει ὁμιλήσει ὁ διευθυντὴς τοῦ Γερμανικοῦ ἀρχαιολογικοῦ Ἰνστιτούτου κ. Ο. Δαίρπφελδ περὶ Τροίας μετὰ προβολῶν φωτεινῶν εἰκόνων.: [220, 1520, 399, 1639]
- table-cell: 24,837,564: [1230, 807, 1297, 821]
- table-row: [1027, 708, 1433, 721]
- dateline: [27, 252, 207, 289]
- list-item-value: 9: [573, 2356, 581, 2370]
- table-cell: 1895: [1029, 720, 1056, 734]
- paragraph: Τὸ μιστέλλον, χρησιμοποιούμενον πρὸς χρωματισμὸν καὶ γλυκασμὸν οἴνων, κατασκευάζεται κυρίως ἐν τῇ Γαλλίᾳ καὶ Ἀυστρίᾳ. Ἰνα κατανοήσῃ τις τὴν σημασίαν τῆς ἐξαγωγῆς ταύτης, ἀρκεῖ νὰ παραθέσωμεν τὸν κατωτέρω πίνακα.: [1027, 611, 1433, 670]
- ad-author: ΞΑΒΙΕ ΔΕ ΜΟΝΤΕΠΕΝ: [721, 1763, 877, 1778]
- banner-sub: ΕΙΣ ΤΑ ΤΟΥΡΚΟΒΟΥΛΓΑΡΙΚΑ ΣΥΝΟΡΑ: [48, 410, 187, 432]
- stats-table-2: [1027, 695, 1433, 772]
- list-item-label: Μαιευτικὴ Auvard »: [411, 2466, 524, 2479]
- page-number: ΦΥΡΣΗ: [688, 126, 768, 142]
- table-cell: 1894: [1029, 795, 1056, 808]
- list-item: [411, 2076, 581, 2090]
- list-item-value: 11: [566, 2466, 581, 2479]
- table-cell: 1895: [1029, 807, 1056, 821]
- list-item: [411, 2275, 581, 2303]
- day-number: 6: [121, 252, 143, 289]
- list-item: [411, 2021, 581, 2049]
- paragraph: Ὅσον ἀφορᾷ τὸ πρῶτον ζήτημα, ἀρκεῖ νὰ παρατηρήσω ὅτι ὁ περὶ σταφιδικῆς Τραπέζης νόμος τοῦ 1899, ἄρθρον 5, ὁρίζει ἀπολύτως ὅτι τὸ παρακράτημα ὀφείλει νὰ καταστρέφεται ἢ νὰ χρησιμοποιῆται πρὸς παραγωγὴν ἀνύδρου οἰνοπνεύματος.: [595, 711, 1001, 770]
- moon-line: [27, 288, 207, 318]
- paragraph: Ἂν τοῦτο ἀποδειχθῇ ἀκριβὲς, ὁ κ. Ρώμας θ' ἀποστείλῃ σήμερον τοὺς μάρτυράς του πρὸς τὸν κ. Βαλαωρίτην, περὶ τοῦ ὁποίου ἐν τούτοις εἴμεθα πεπεισμένοι ὅτι δὲν ἦτο δυνατὸν νὰ ἐκστομίσῃ τοιαύτην φράσιν, καθόσον γνωστὴ τυγχάνει ἡ περὶ τοὺς τρόπους καὶ τὴν συμπεριφορὰν δὲν γένει λεπτότης αὐτοῦ.: [220, 770, 399, 949]
- paragraph: Ἀθῆναι 5 Φεβρουαρίου 1900. (Ἐκ τοῦ γραφείου τῆς Ἐθν. Τραπέζης): [411, 2131, 581, 2174]
- headline: ΑΙ ΠΡΟΞΕΝΙΚΑΙ ΣΥΜΒΑΣΕΙΣ: [27, 2058, 207, 2096]
- table-row: [1027, 846, 1433, 859]
- table-row: [1027, 586, 1433, 599]
- list-item: [411, 2466, 581, 2480]
- list-item-value: 16: [566, 2329, 581, 2343]
- newspaper-page: [27, 142, 1433, 2561]
- list-item-label: » » 8-14 » »: [411, 2049, 477, 2061]
- paragraph: Χθὲς ἐν τῇ Μονῇ Ἀσωμάτων (Πετράκη) ἐτελέσθη ὑπὸ τῆς οἰκογενείας τοῦ ἀποθανόντος ἀειμνήστου ὑπουργοῦ Δημ. Μαυρομιχάλη τὸ τεσσαρακονθήμερον αὐτοῦ μνημόσυνον. Ἡ ἐπιμνημόσυνος ἱεροτελεστία ἐγένετο μετὰ μεγίστης λαμπρότητος χοροστατοῦντος τοῦ Σεβασμιωτάτου Μητροπολίτου Ἀθηνῶν κ. Προκοπίου.: [220, 1002, 399, 1196]
